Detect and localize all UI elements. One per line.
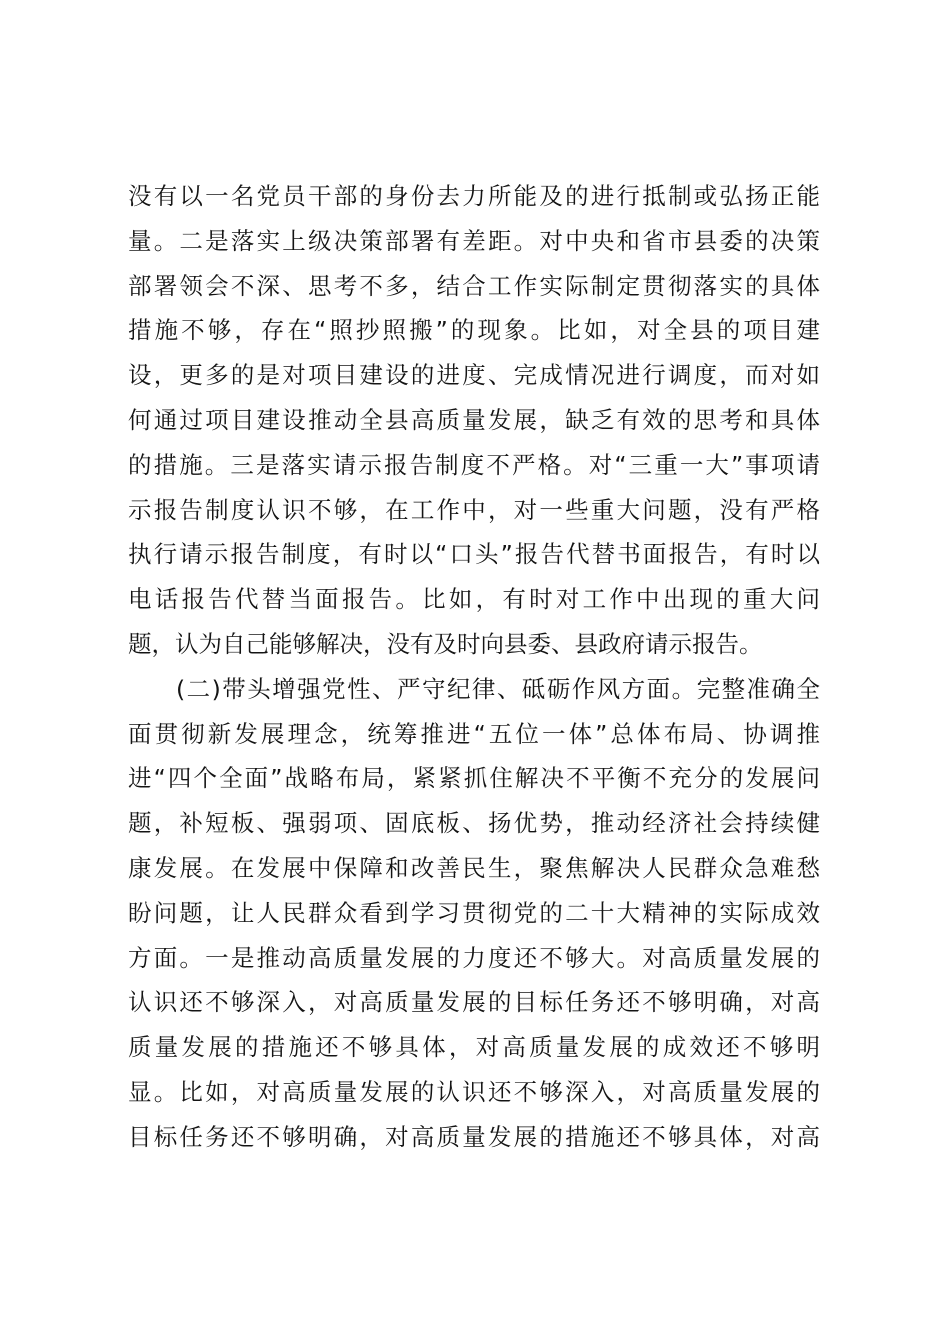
text-line: 进“四个全面”战略布局，紧紧抓住解决不平衡不充分的发展问 (128, 764, 820, 793)
text-line: 措施不够，存在“照抄照搬”的现象。比如，对全县的项目建 (128, 316, 820, 345)
section-heading-line: (二)带头增强党性、严守纪律、砥砺作风方面。完整准确全 (176, 674, 820, 703)
text-line: 电话报告代替当面报告。比如，有时对工作中出现的重大问 (128, 585, 820, 614)
text-line: 没有以一名党员干部的身份去力所能及的进行抵制或弘扬正能 (128, 182, 820, 210)
text-line: 方面。一是推动高质量发展的力度还不够大。对高质量发展的 (128, 943, 820, 972)
text-line: 盼问题，让人民群众看到学习贯彻党的二十大精神的实际成效 (128, 898, 820, 927)
document-body (128, 174, 820, 1160)
text-line: 显。比如，对高质量发展的认识还不够深入，对高质量发展的 (128, 1077, 820, 1106)
text-line: 示报告制度认识不够，在工作中，对一些重大问题，没有严格 (128, 495, 820, 524)
text-line: 面贯彻新发展理念，统筹推进“五位一体”总体布局、协调推 (128, 719, 820, 748)
text-line: 部署领会不深、思考不多，结合工作实际制定贯彻落实的具体 (128, 271, 820, 300)
text-line: 设，更多的是对项目建设的进度、完成情况进行调度，而对如 (128, 361, 820, 390)
text-line: 质量发展的措施还不够具体，对高质量发展的成效还不够明 (128, 1033, 820, 1062)
text-line: 何通过项目建设推动全县高质量发展，缺乏有效的思考和具体 (128, 405, 820, 434)
text-line: 执行请示报告制度，有时以“口头”报告代替书面报告，有时以 (128, 540, 820, 569)
text-line: 康发展。在发展中保障和改善民生，聚焦解决人民群众急难愁 (128, 853, 820, 882)
text-line: 目标任务还不够明确，对高质量发展的措施还不够具体，对高 (128, 1122, 820, 1151)
text-line: 题，补短板、强弱项、固底板、扬优势，推动经济社会持续健 (128, 809, 820, 838)
text-line: 的措施。三是落实请示报告制度不严格。对“三重一大”事项请 (128, 450, 820, 479)
paragraph-end-line: 题，认为自己能够解决，没有及时向县委、县政府请示报告。 (128, 629, 763, 658)
text-line: 认识还不够深入，对高质量发展的目标任务还不够明确，对高 (128, 988, 820, 1017)
text-line: 量。二是落实上级决策部署有差距。对中央和省市县委的决策 (128, 226, 820, 255)
